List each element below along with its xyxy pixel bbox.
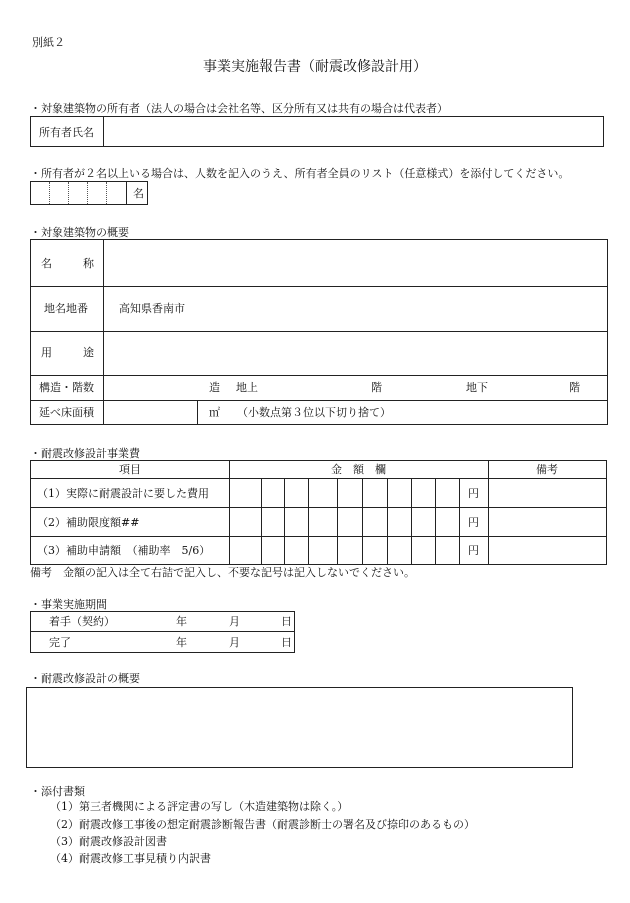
summary-field[interactable] — [26, 687, 573, 768]
floor-area-unit: ㎡ — [209, 406, 220, 419]
owner-count-box — [30, 181, 148, 205]
structure-label: 構造・階数 — [39, 381, 94, 394]
cost-remark: 備考 金額の記入は全て右詰で記入し、不要な記号は記入しないでください。 — [30, 566, 415, 579]
cost-row-unit: 円 — [468, 487, 479, 500]
attachment-item: （1）第三者機関による評定書の写し（木造建築物は除く。） — [50, 800, 349, 813]
below-floor-unit: 階 — [569, 381, 580, 394]
floor-area-note: （小数点第３位以下切り捨て） — [237, 406, 391, 419]
lot-number-label: 地名地番 — [44, 302, 88, 315]
cost-row-unit: 円 — [468, 544, 479, 557]
building-heading: ・対象建築物の概要 — [30, 226, 129, 239]
building-name-label-a: 名 — [41, 257, 52, 270]
cost-row-label: （2）補助限度額## — [37, 516, 140, 529]
cost-col-item: 項目 — [119, 463, 141, 476]
use-label-a: 用 — [41, 346, 52, 359]
period-start-year: 年 — [176, 615, 187, 628]
building-name-label-b: 称 — [83, 257, 94, 270]
period-start-month: 月 — [229, 615, 240, 628]
attachments-heading: ・添付書類 — [30, 785, 85, 798]
period-heading: ・事業実施期間 — [30, 598, 107, 611]
period-end-label: 完了 — [49, 636, 71, 649]
cost-heading: ・耐震改修設計事業費 — [30, 447, 140, 460]
owner-count-unit: 名 — [133, 187, 144, 200]
cost-col-amount: 金 額 欄 — [331, 463, 386, 476]
cost-amount-field-3[interactable] — [230, 537, 466, 564]
period-end-year: 年 — [176, 636, 187, 649]
period-start-label: 着手（契約） — [49, 615, 115, 628]
above-ground-label: 地上 — [236, 381, 258, 394]
multi-owner-heading: ・所有者が２名以上いる場合は、人数を記入のうえ、所有者全員のリスト（任意様式）を添付してください。 — [30, 167, 570, 180]
cost-row-label: （1）実際に耐震設計に要した費用 — [37, 487, 209, 500]
page-title: 事業実施報告書（耐震改修設計用） — [203, 59, 427, 75]
attachment-item: （2）耐震改修工事後の想定耐震診断報告書（耐震診断士の署名及び捺印のあるもの） — [50, 818, 475, 831]
cost-row-unit: 円 — [468, 516, 479, 529]
use-field[interactable] — [105, 332, 605, 374]
attachment-item: （3）耐震改修設計図書 — [50, 835, 167, 848]
use-label-b: 途 — [83, 346, 94, 359]
cost-amount-field-1[interactable] — [230, 479, 466, 507]
summary-heading: ・耐震改修設計の概要 — [30, 672, 140, 685]
owner-name-field[interactable] — [105, 118, 601, 145]
building-name-field[interactable] — [105, 241, 605, 285]
cost-col-note: 備考 — [536, 463, 558, 476]
structure-suffix: 造 — [209, 381, 220, 394]
cost-amount-field-2[interactable] — [230, 508, 466, 536]
owner-count-field[interactable] — [32, 183, 125, 203]
period-end-month: 月 — [229, 636, 240, 649]
cost-row-label: （3）補助申請額 （補助率 5/6） — [37, 544, 211, 557]
owner-name-label: 所有者氏名 — [39, 126, 94, 139]
period-start-day: 日 — [281, 615, 292, 628]
attachment-number: 別紙２ — [32, 36, 65, 49]
cost-table — [30, 460, 607, 565]
period-table — [30, 611, 295, 653]
building-table — [30, 239, 608, 425]
lot-number-field[interactable]: 高知県香南市 — [119, 302, 185, 315]
attachment-item: （4）耐震改修工事見積り内訳書 — [50, 852, 211, 865]
owner-heading: ・対象建築物の所有者（法人の場合は会社名等、区分所有又は共有の場合は代表者） — [30, 102, 448, 115]
period-end-day: 日 — [281, 636, 292, 649]
above-floor-unit: 階 — [371, 381, 382, 394]
floor-area-label: 延べ床面積 — [39, 406, 94, 419]
owner-table — [30, 116, 604, 147]
below-ground-label: 地下 — [466, 381, 488, 394]
